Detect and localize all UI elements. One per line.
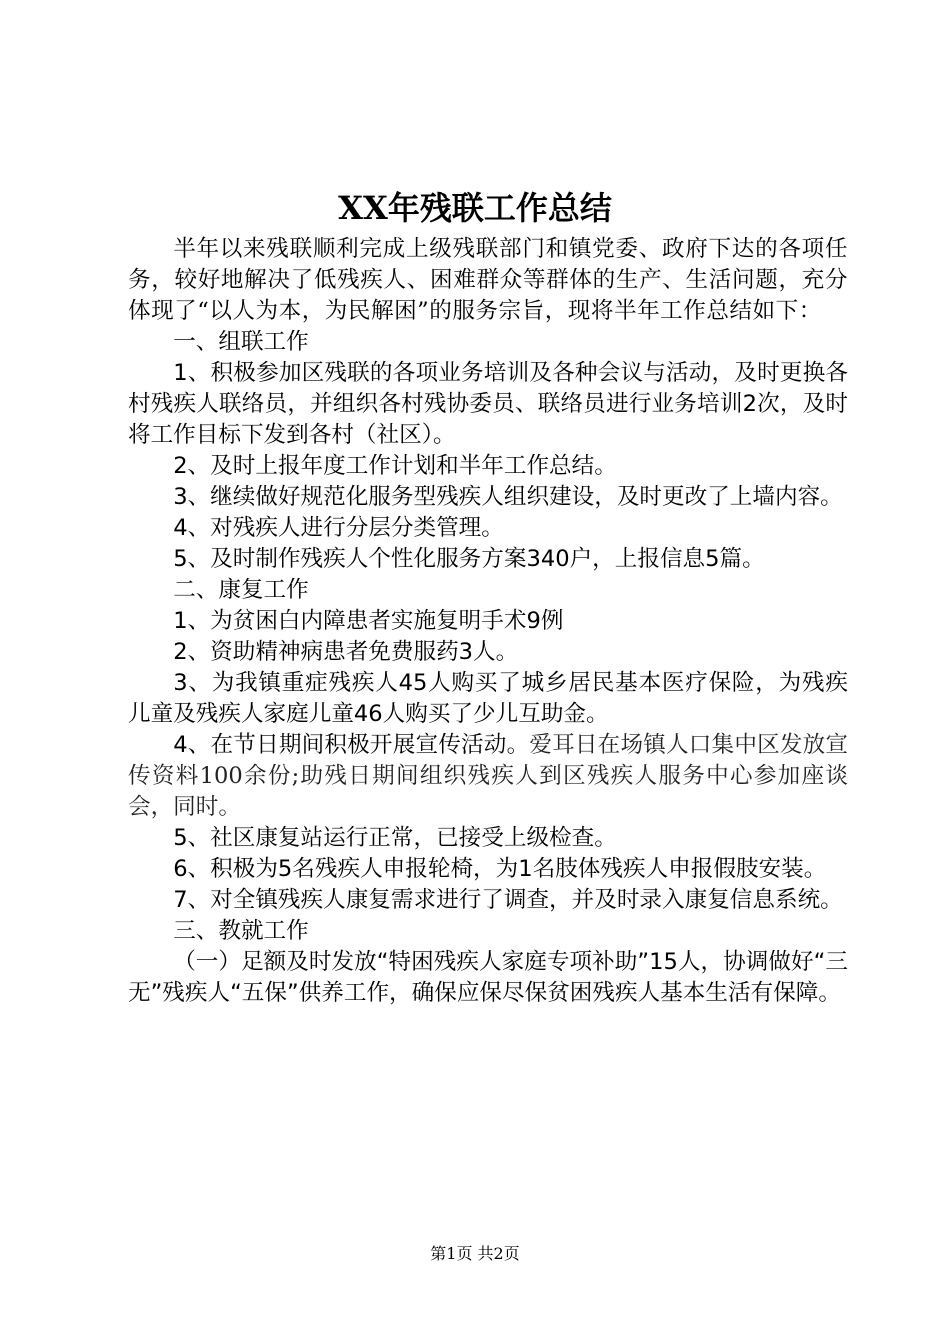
list-item: 3、为我镇重症残疾人45人购买了城乡居民基本医疗保险，为残疾儿童及残疾人家庭儿童46人购买了少儿互助金。 bbox=[128, 670, 848, 727]
list-item: 2、及时上报年度工作计划和半年工作总结。 bbox=[173, 453, 617, 479]
section-heading-education-employment: 三、教就工作 bbox=[173, 918, 309, 944]
list-item: 7、对全镇残疾人康复需求进行了调查，并及时录入康复信息系统。 bbox=[173, 887, 843, 913]
section-heading-rehabilitation: 二、康复工作 bbox=[173, 577, 309, 603]
list-item: 4、对残疾人进行分层分类管理。 bbox=[173, 515, 504, 541]
list-item: 2、资助精神病患者免费服药3人。 bbox=[173, 639, 519, 665]
document-body bbox=[128, 234, 848, 1009]
list-item: 3、继续做好规范化服务型残疾人组织建设，及时更改了上墙内容。 bbox=[173, 484, 843, 510]
list-item: 1、为贫困白内障患者实施复明手术9例 bbox=[173, 608, 564, 634]
list-item: （一）足额及时发放“特困残疾人家庭专项补助”15人，协调做好“三无”残疾人“五保”供养工作，确保应保尽保贫困残疾人基本生活有保障。 bbox=[128, 949, 848, 1006]
intro-paragraph: 半年以来残联顺利完成上级残联部门和镇党委、政府下达的各项任务，较好地解决了低残疾人、困难群众等群体的生产、生活问题，充分体现了“以人为本，为民解困”的服务宗旨，现将半年工作总结如下： bbox=[128, 236, 848, 324]
list-item: 5、及时制作残疾人个性化服务方案340户，上报信息5篇。 bbox=[173, 546, 765, 572]
list-item: 1、积极参加区残联的各项业务培训及各种会议与活动，及时更换各村残疾人联络员，并组织各村残协委员、联络员进行业务培训2次，及时将工作目标下发到各村（社区）。 bbox=[128, 360, 848, 448]
page-footer: 第1页 共2页 bbox=[430, 1244, 520, 1263]
section-heading-organization: 一、组联工作 bbox=[173, 329, 309, 355]
list-item: 5、社区康复站运行正常，已接受上级检查。 bbox=[173, 825, 617, 851]
publicity-lead: 4、在节日期间积极开展宣传活动。 bbox=[173, 732, 530, 758]
publicity-details: 爱耳日在场镇人口集中区发放宣传资料100余份;助残日期间组织残疾人到区残疾人服务中心参加座谈会，同时。 bbox=[128, 732, 849, 820]
page-title: XX年残联工作总结 bbox=[338, 189, 612, 227]
list-item: 6、积极为5名残疾人申报轮椅，为1名肢体残疾人申报假肢安装。 bbox=[173, 856, 827, 882]
list-item-publicity bbox=[128, 730, 848, 823]
